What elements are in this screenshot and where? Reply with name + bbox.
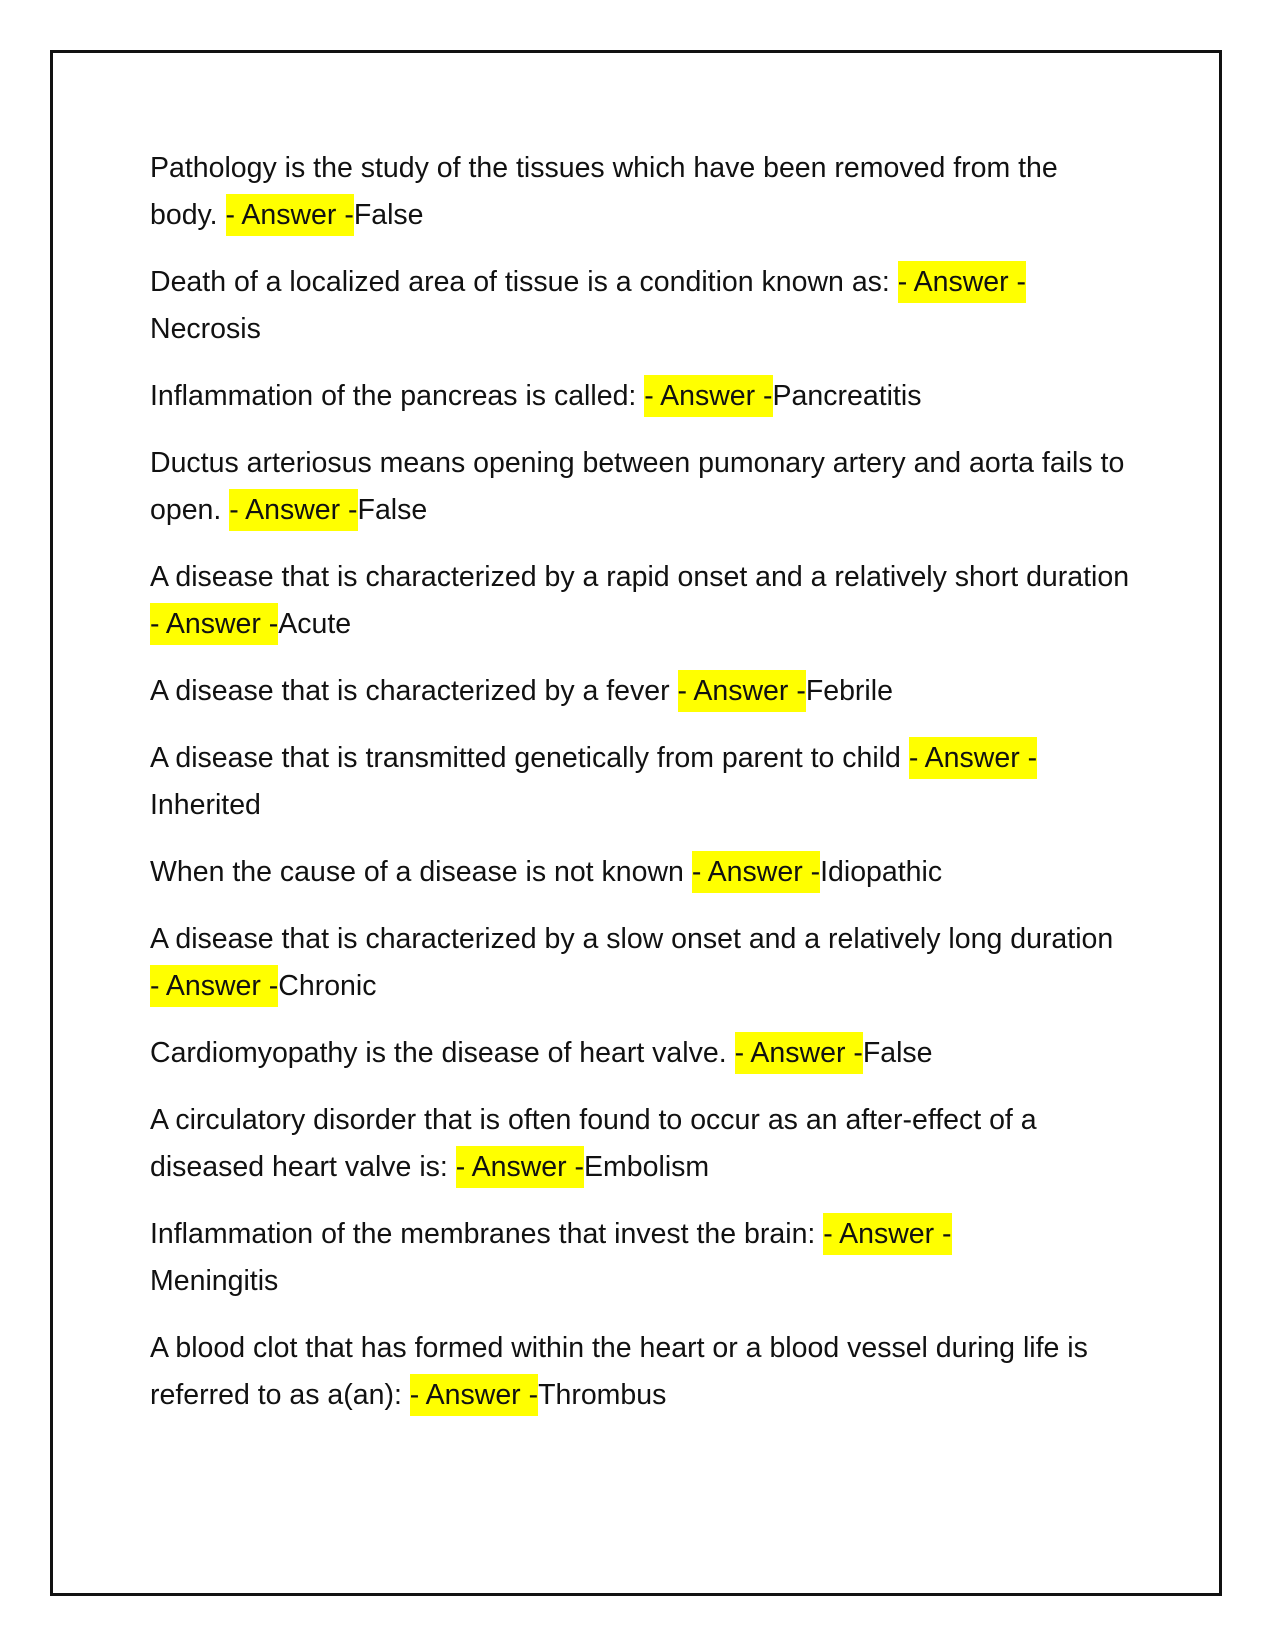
answer-marker: - Answer -	[692, 851, 820, 893]
answer-marker: - Answer -	[410, 1374, 538, 1416]
answer-text: Idiopathic	[820, 856, 943, 888]
answer-text: Thrombus	[538, 1379, 667, 1411]
question-text: When the cause of a disease is not known	[150, 856, 692, 888]
question-text: Pathology is the study of the tissues which have been removed from the body.	[150, 152, 1058, 231]
answer-text: Febrile	[805, 675, 893, 707]
answer-text: Acute	[278, 608, 352, 640]
answer-marker: - Answer -	[644, 375, 772, 417]
question-text: Cardiomyopathy is the disease of heart valve.	[150, 1037, 735, 1069]
qa-item	[150, 1030, 1130, 1077]
qa-item	[150, 145, 1130, 239]
question-text: Inflammation of the pancreas is called:	[150, 380, 645, 412]
answer-text: Necrosis	[150, 313, 261, 345]
qa-item	[150, 1211, 1130, 1305]
answer-text: Meningitis	[150, 1265, 279, 1297]
answer-marker: - Answer -	[150, 965, 278, 1007]
qa-list	[150, 145, 1130, 1439]
qa-item	[150, 554, 1130, 648]
answer-text: Chronic	[278, 970, 377, 1002]
question-text: Inflammation of the membranes that invest the brain:	[150, 1218, 824, 1250]
answer-marker: - Answer -	[823, 1213, 951, 1255]
answer-marker: - Answer -	[909, 737, 1037, 779]
qa-item	[150, 916, 1130, 1010]
question-text: A disease that is characterized by a slow onset and a relatively long duration	[150, 923, 1114, 955]
answer-marker: - Answer -	[456, 1146, 584, 1188]
answer-text: False	[357, 494, 428, 526]
answer-marker: - Answer -	[898, 261, 1026, 303]
question-text: A blood clot that has formed within the heart or a blood vessel during life is referred to as a(an):	[150, 1332, 1088, 1411]
answer-text: False	[862, 1037, 933, 1069]
answer-marker: - Answer -	[226, 194, 354, 236]
qa-item	[150, 1097, 1130, 1191]
qa-item	[150, 849, 1130, 896]
answer-marker: - Answer -	[735, 1032, 863, 1074]
question-text: A circulatory disorder that is often found to occur as an after-effect of a diseased heart valve is:	[150, 1104, 1037, 1183]
question-text: A disease that is transmitted genetically from parent to child	[150, 742, 909, 774]
qa-item	[150, 735, 1130, 829]
answer-text: Inherited	[150, 789, 261, 821]
question-text: Death of a localized area of tissue is a condition known as:	[150, 266, 898, 298]
question-text: A disease that is characterized by a fever	[150, 675, 678, 707]
answer-marker: - Answer -	[229, 489, 357, 531]
question-text: A disease that is characterized by a rapid onset and a relatively short duration	[150, 561, 1130, 593]
answer-marker: - Answer -	[150, 603, 278, 645]
answer-text: Pancreatitis	[772, 380, 922, 412]
answer-marker: - Answer -	[678, 670, 806, 712]
qa-item	[150, 668, 1130, 715]
qa-item	[150, 1325, 1130, 1419]
answer-text: False	[353, 199, 424, 231]
question-text: Ductus arteriosus means opening between pumonary artery and aorta fails to open.	[150, 447, 1125, 526]
qa-item	[150, 259, 1130, 353]
qa-item	[150, 440, 1130, 534]
answer-text: Embolism	[584, 1151, 710, 1183]
qa-item	[150, 373, 1130, 420]
